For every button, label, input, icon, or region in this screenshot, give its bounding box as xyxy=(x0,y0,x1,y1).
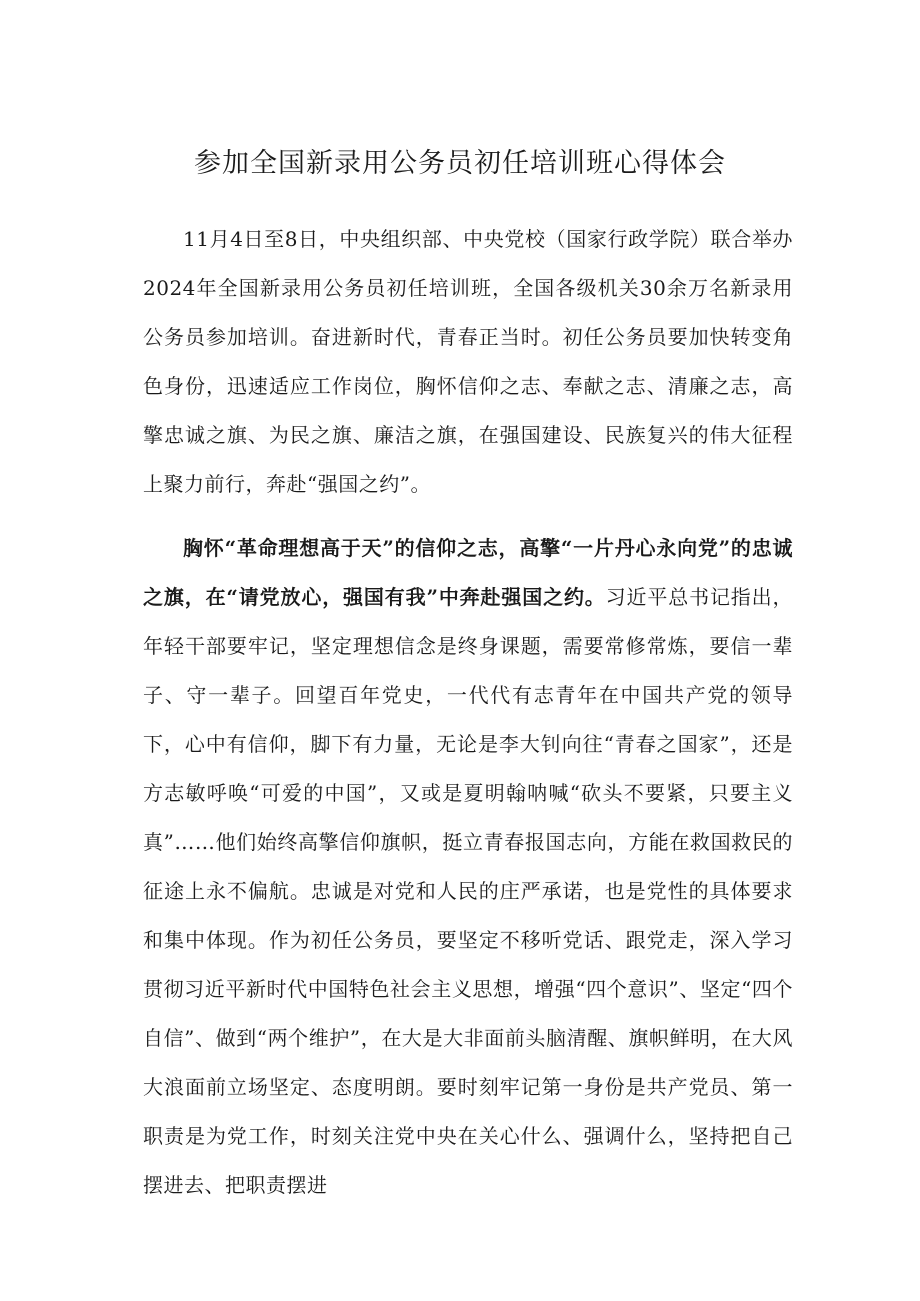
paragraph-faith-lead: 胸怀“革命理想高于天”的信仰之志，高擎“一片丹心永向党”的忠诚之旗，在“请党放心，强国有我”中奔赴强国之约。 xyxy=(143,536,793,609)
document-title: 参加全国新录用公务员初任培训班心得体会 xyxy=(194,148,726,179)
paragraph-faith-text: 习近平总书记指出，年轻干部要牢记，坚定理想信念是终身课题，需要常修常炼，要信一辈子、守一辈子。回望百年党史，一代代有志青年在中国共产党的领导下，心中有信仰，脚下有力量，无论是李大钊向往“青春之国家”，还是方志敏呼唤“可爱的中国”，又或是夏明翰呐喊“砍头不要紧，只要主义真”……他们始终高擎信仰旗帜，挺立青春报国志向，方能在救国救民的征途上永不偏航。忠诚是对党和人民的庄严承诺，也是党性的具体要求和集中体现。作为初任公务员，要坚定不移听党话、跟党走，深入学习贯彻习近平新时代中国特色社会主义思想，增强“四个意识”、坚定“四个自信”、做到“两个维护”，在大是大非面前头脑清醒、旗帜鲜明，在大风大浪面前立场坚定、态度明朗。要时刻牢记第一身份是共产党员、第一职责是为党工作，时刻关注党中央在关心什么、强调什么，坚持把自己摆进去、把职责摆进 xyxy=(143,585,794,1197)
paragraph-intro-text: 11月4日至8日，中央组织部、中央党校（国家行政学院）联合举办2024年全国新录用公务员初任培训班，全国各级机关30余万名新录用公务员参加培训。奋进新时代，青春正当时。初任公务员要加快转变角色身份，迅速适应工作岗位，胸怀信仰之志、奉献之志、清廉之志，高擎忠诚之旗、为民之旗、廉洁之旗，在强国建设、民族复兴的伟大征程上聚力前行，奔赴“强国之约”。 xyxy=(143,227,793,496)
paragraph-faith xyxy=(143,524,793,1210)
paragraph-intro xyxy=(143,215,793,509)
